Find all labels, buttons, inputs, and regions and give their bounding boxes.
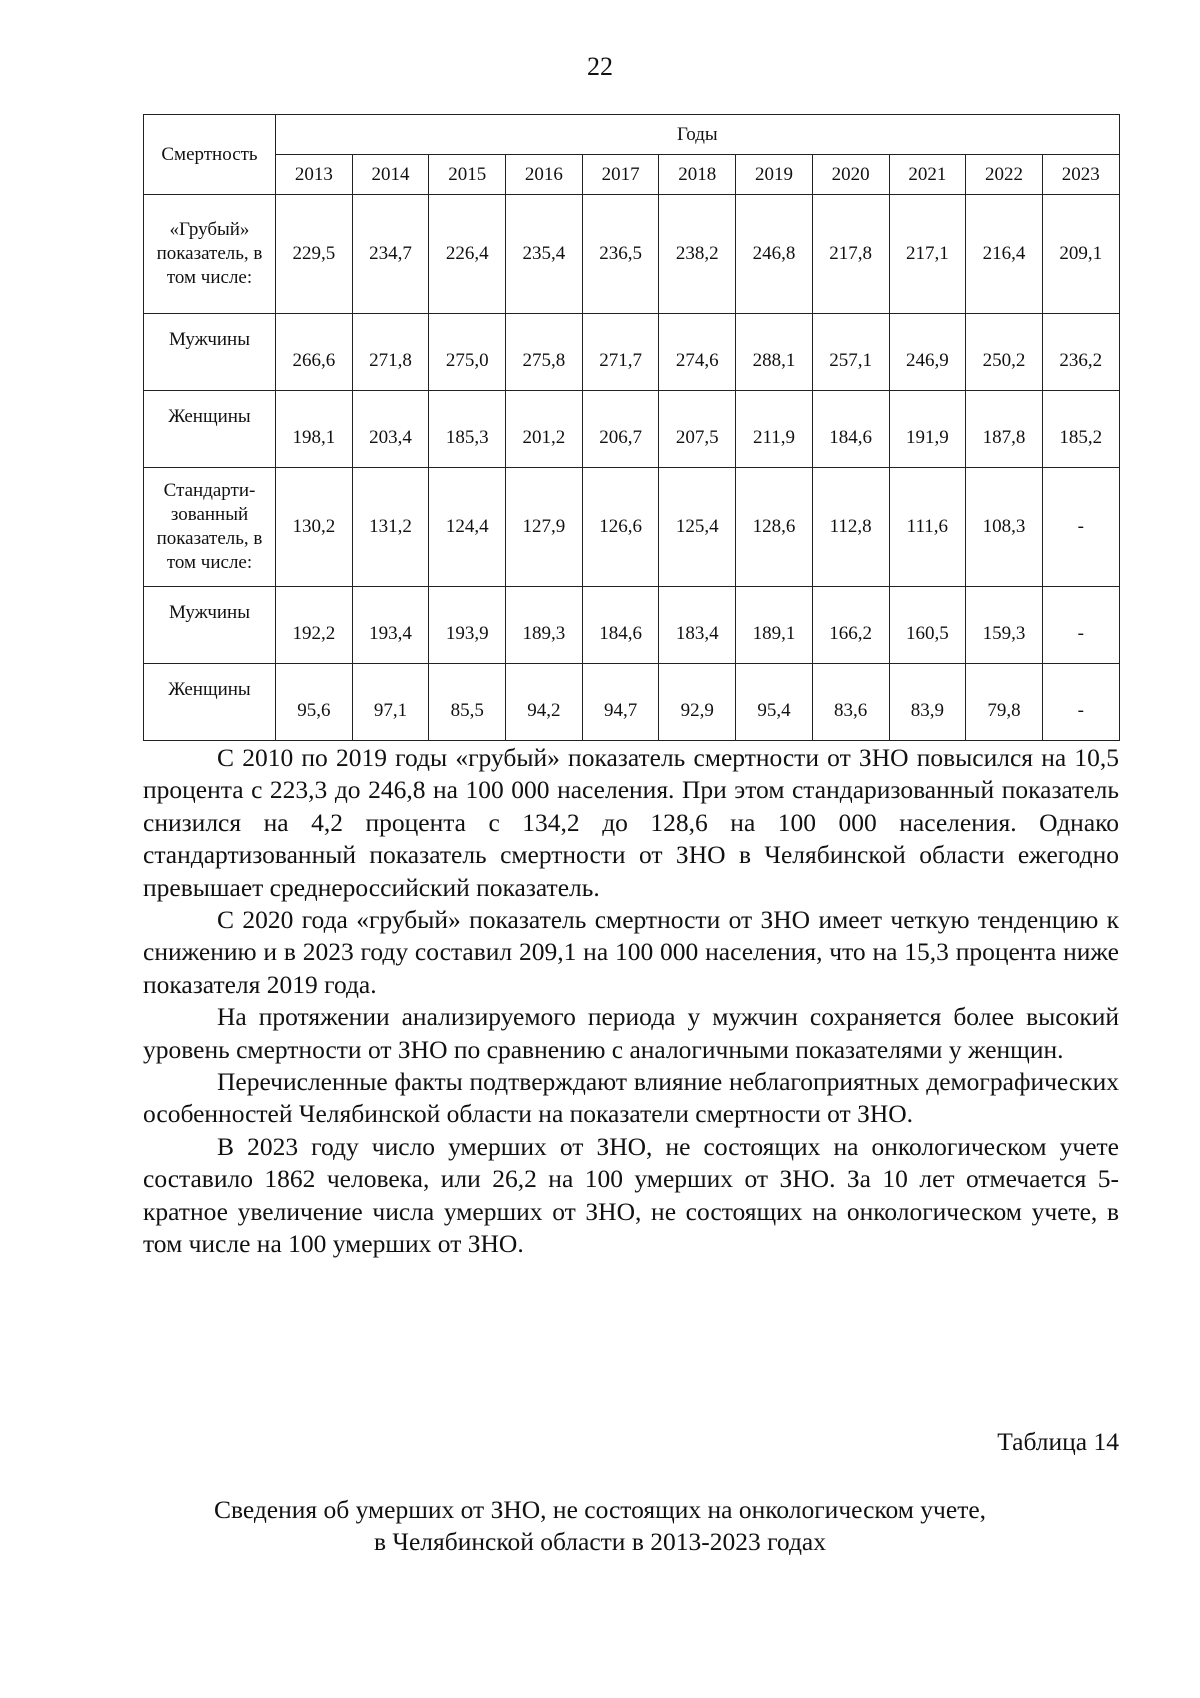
table-cell: 111,6 bbox=[889, 468, 966, 587]
table-cell: - bbox=[1042, 468, 1119, 587]
table-cell: 236,2 bbox=[1042, 314, 1119, 391]
table-cell: 191,9 bbox=[889, 391, 966, 468]
year-header-cell: 2013 bbox=[276, 155, 353, 195]
table-cell: 206,7 bbox=[582, 391, 659, 468]
table-cell: 189,1 bbox=[736, 587, 813, 664]
years-header: Годы bbox=[276, 115, 1120, 155]
year-header-cell: 2015 bbox=[429, 155, 506, 195]
table-cell: 226,4 bbox=[429, 195, 506, 314]
table-cell: 229,5 bbox=[276, 195, 353, 314]
year-header-cell: 2018 bbox=[659, 155, 736, 195]
row-label: Мужчины bbox=[144, 587, 276, 664]
table-cell: 166,2 bbox=[812, 587, 889, 664]
table-cell: 201,2 bbox=[506, 391, 583, 468]
table-cell: 234,7 bbox=[352, 195, 429, 314]
paragraph: Перечисленные факты подтверждают влияние неблагоприятных демографических особенностей Челябинской области на показатели смертности от ЗНО. bbox=[143, 1067, 1119, 1129]
table-cell: 79,8 bbox=[966, 664, 1043, 741]
table-cell: 246,8 bbox=[736, 195, 813, 314]
table-cell: 159,3 bbox=[966, 587, 1043, 664]
table-cell: 217,1 bbox=[889, 195, 966, 314]
table-row bbox=[144, 468, 1120, 587]
table-cell: 184,6 bbox=[582, 587, 659, 664]
table-cell: 83,9 bbox=[889, 664, 966, 741]
table-cell: 211,9 bbox=[736, 391, 813, 468]
row-label: Женщины bbox=[144, 664, 276, 741]
table-cell: 207,5 bbox=[659, 391, 736, 468]
table-row bbox=[144, 664, 1120, 741]
table-cell: 193,9 bbox=[429, 587, 506, 664]
table-cell: 216,4 bbox=[966, 195, 1043, 314]
table-cell: 235,4 bbox=[506, 195, 583, 314]
table-number: Таблица 14 bbox=[997, 1427, 1119, 1456]
paragraph: На протяжении анализируемого периода у мужчин сохраняется более высокий уровень смертности от ЗНО по сравнению с аналогичными показателями у женщин. bbox=[143, 1002, 1119, 1064]
table-cell: 203,4 bbox=[352, 391, 429, 468]
table-row bbox=[144, 587, 1120, 664]
year-header-cell: 2017 bbox=[582, 155, 659, 195]
table-cell: 246,9 bbox=[889, 314, 966, 391]
table-title bbox=[0, 1494, 1200, 1558]
table-cell: 126,6 bbox=[582, 468, 659, 587]
table-cell: 95,6 bbox=[276, 664, 353, 741]
table-cell: - bbox=[1042, 664, 1119, 741]
table-cell: 271,8 bbox=[352, 314, 429, 391]
table-cell: 130,2 bbox=[276, 468, 353, 587]
table-cell: 238,2 bbox=[659, 195, 736, 314]
table-row bbox=[144, 195, 1120, 314]
table-row bbox=[144, 391, 1120, 468]
table-cell: 274,6 bbox=[659, 314, 736, 391]
row-label: Мужчины bbox=[144, 314, 276, 391]
table-row bbox=[144, 314, 1120, 391]
table-cell: 187,8 bbox=[966, 391, 1043, 468]
year-header-cell: 2022 bbox=[966, 155, 1043, 195]
paragraph: В 2023 году число умерших от ЗНО, не состоящих на онкологическом учете составило 1862 человека, или 26,2 на 100 умерших от ЗНО. За 10 лет отмечается 5-кратное увеличение числа умерших от ЗНО, не состоящих на онкологическом учете, в том числе на 100 умерших от ЗНО. bbox=[143, 1131, 1119, 1259]
table-cell: 97,1 bbox=[352, 664, 429, 741]
table-cell: 271,7 bbox=[582, 314, 659, 391]
table-cell: 185,2 bbox=[1042, 391, 1119, 468]
table-cell: 125,4 bbox=[659, 468, 736, 587]
table-cell: 127,9 bbox=[506, 468, 583, 587]
body-text bbox=[143, 742, 1119, 1261]
table-cell: 183,4 bbox=[659, 587, 736, 664]
table-cell: 112,8 bbox=[812, 468, 889, 587]
year-header-cell: 2019 bbox=[736, 155, 813, 195]
table-cell: 85,5 bbox=[429, 664, 506, 741]
table-cell: 192,2 bbox=[276, 587, 353, 664]
year-header-cell: 2016 bbox=[506, 155, 583, 195]
table-cell: 275,0 bbox=[429, 314, 506, 391]
mortality-table bbox=[143, 114, 1120, 741]
row-label: Стандарти-зованный показатель, в том числе: bbox=[144, 468, 276, 587]
table-cell: 185,3 bbox=[429, 391, 506, 468]
year-header-cell: 2020 bbox=[812, 155, 889, 195]
table-cell: 193,4 bbox=[352, 587, 429, 664]
year-header-cell: 2023 bbox=[1042, 155, 1119, 195]
table-cell: 94,7 bbox=[582, 664, 659, 741]
table-cell: 108,3 bbox=[966, 468, 1043, 587]
table-cell: 236,5 bbox=[582, 195, 659, 314]
table-cell: 128,6 bbox=[736, 468, 813, 587]
table-cell: 198,1 bbox=[276, 391, 353, 468]
table-cell: - bbox=[1042, 587, 1119, 664]
table-title-line-1: Сведения об умерших от ЗНО, не состоящих на онкологическом учете, bbox=[213, 1495, 987, 1524]
paragraph: С 2010 по 2019 годы «грубый» показатель смертности от ЗНО повысился на 10,5 процента с 223,3 до 246,8 на 100 000 населения. При этом стандаризованный показатель снизился на 4,2 процента с 134,2 до 128,6 на 100 000 населения. Однако стандартизованный показатель смертности от ЗНО в Челябинской области ежегодно превышает среднероссийский показатель. bbox=[143, 743, 1119, 902]
table-cell: 95,4 bbox=[736, 664, 813, 741]
table-title-line-2: в Челябинской области в 2013-2023 годах bbox=[374, 1527, 826, 1556]
table-cell: 131,2 bbox=[352, 468, 429, 587]
paragraph: С 2020 года «грубый» показатель смертности от ЗНО имеет четкую тенденцию к снижению и в 2023 году составил 209,1 на 100 000 населения, что на 15,3 процента ниже показателя 2019 года. bbox=[143, 905, 1119, 999]
table-cell: 83,6 bbox=[812, 664, 889, 741]
year-header-cell: 2021 bbox=[889, 155, 966, 195]
years-row bbox=[144, 155, 1120, 195]
table-cell: 189,3 bbox=[506, 587, 583, 664]
table-cell: 184,6 bbox=[812, 391, 889, 468]
table-header-row bbox=[144, 115, 1120, 155]
table-cell: 266,6 bbox=[276, 314, 353, 391]
table-cell: 250,2 bbox=[966, 314, 1043, 391]
row-label: Женщины bbox=[144, 391, 276, 468]
table-cell: 288,1 bbox=[736, 314, 813, 391]
row-label: «Грубый» показатель, в том числе: bbox=[144, 195, 276, 314]
table-cell: 160,5 bbox=[889, 587, 966, 664]
year-header-cell: 2014 bbox=[352, 155, 429, 195]
table-cell: 94,2 bbox=[506, 664, 583, 741]
table-cell: 257,1 bbox=[812, 314, 889, 391]
table-cell: 275,8 bbox=[506, 314, 583, 391]
table-cell: 92,9 bbox=[659, 664, 736, 741]
table-cell: 217,8 bbox=[812, 195, 889, 314]
table-cell: 209,1 bbox=[1042, 195, 1119, 314]
table-cell: 124,4 bbox=[429, 468, 506, 587]
mortality-column-header: Смертность bbox=[144, 115, 276, 195]
page-number: 22 bbox=[587, 52, 613, 81]
